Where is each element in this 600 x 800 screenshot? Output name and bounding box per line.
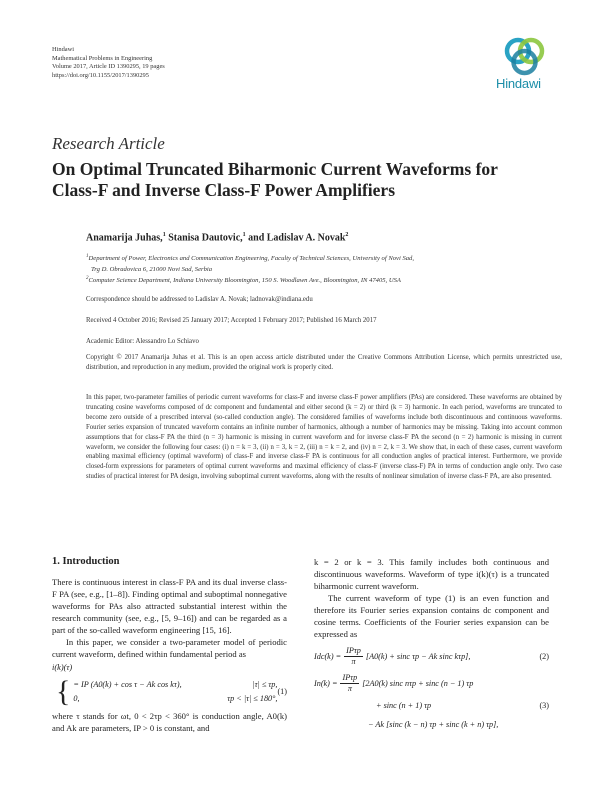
- doi-link[interactable]: https://doi.org/10.1155/2017/1390295: [52, 71, 149, 79]
- equation-3-row-3: [314, 718, 549, 732]
- publication-dates: Received 4 October 2016; Revised 25 January 2017; Accepted 1 February 2017; Published 16 March 2017: [86, 317, 377, 324]
- title-line-2: Class-F and Inverse Class-F Power Amplifiers: [52, 180, 396, 200]
- eq2-body: [A0(k) + sinc τp − Ak sinc kτp],: [365, 651, 471, 661]
- volume-info: Volume 2017, Article ID 1390295, 19 pages: [52, 63, 165, 71]
- abstract: In this paper, two-parameter families of periodic current waveforms for class-F and inverse class-F power amplifiers (PAs) are considered. These waveforms are obtained by truncating cosine waveforms composed of dc component and fundamental and either second (k = 2) or third (k = 3) harmonic. In each period, waveforms are truncated to become zero outside of a prescribed interval (so-called conduction angle). The considered families of waveforms include both discontinuous and continuous waveforms. Fourier series expansion of truncated waveform contains an infinite number of harmonics, although a number of harmonics may be missing. Taking into account common assumptions that for class-F PA the third (n = 3) harmonic is missing in current waveform and for inverse class-F PA the second (n = 2) harmonic is missing in current waveform, we consider the following four cases: (i) n = k = 3, (ii) n = 3, k = 2, (iii) n = k = 2, and (iv) n = 2, k = 3. We show that, in each of these cases, current waveform enabling maximal efficiency (optimal waveform) of class-F and inverse class-F PA is continuous for all conduction angles of practical interest. Furthermore, we provide closed-form expressions for parameters of optimal current waveforms and maximal efficiency of class-F (inverse class-F) PA in terms of conduction angle only. Two case studies of practical interest for PA design, involving suboptimal current waveforms, along with the results of nonlinear simulation of inverse class-F PA, are also presented.: [86, 394, 562, 481]
- fraction-denominator: π: [347, 684, 352, 693]
- equation-1: [56, 675, 287, 708]
- affiliations: [86, 252, 562, 286]
- affil-text: Department of Power, Electronics and Communication Engineering, Faculty of Technical Sciences, University of Novi Sad,: [88, 255, 414, 263]
- fraction-numerator: IPτp: [342, 673, 358, 682]
- author-list: [86, 231, 562, 243]
- section-heading: 1. Introduction: [52, 556, 120, 567]
- affiliation-1-cont: [86, 263, 562, 274]
- case-cond: |τ| ≤ τp,: [252, 680, 278, 689]
- fraction-denominator: π: [351, 657, 356, 666]
- eq3-body-2: + sinc (n + 1) τp: [376, 701, 432, 710]
- equation-3-row-2: [314, 699, 549, 713]
- hindawi-rings-icon: [502, 36, 548, 78]
- logo-wordmark: Hindawi: [496, 76, 541, 91]
- equation-2: [314, 646, 549, 667]
- fraction: [344, 646, 363, 667]
- affil-text: Computer Science Department, Indiana University Bloomington, 150 S. Woodlawn Ave., Bloomington, IN 47405, USA: [88, 277, 401, 285]
- eq1-lhs-text: i(k)(τ): [52, 663, 73, 672]
- academic-editor: Academic Editor: Alessandro Lo Schiavo: [86, 338, 199, 345]
- case-expr: = IP (A0(k) + cos τ − Ak cos kτ),: [73, 680, 182, 689]
- author-name: Anamarija Juhas,: [86, 232, 163, 244]
- author-affil-mark: 2: [345, 232, 349, 238]
- equation-1-lhs: [52, 662, 287, 674]
- author-name: Stanisa Dautovic,: [165, 232, 243, 244]
- equation-1-cases: [73, 678, 277, 706]
- hindawi-logo: [496, 36, 560, 91]
- right-column: [314, 556, 549, 738]
- eq3-body-3: − Ak [sinc (k − n) τp + sinc (k + n) τp],: [368, 720, 499, 729]
- right-paragraph-2: The current waveform of type (1) is an even function and therefore its Fourier series expansion contains dc component and cosine terms. Coefficients of the Fourier series expansion can be expressed as: [314, 593, 549, 639]
- equation-3: [314, 673, 549, 732]
- title-line-1: On Optimal Truncated Biharmonic Current Waveforms for: [52, 159, 498, 179]
- equation-1-case-2: [73, 692, 277, 706]
- intro-paragraph-1: There is continuous interest in class-F PA and its dual inverse class-F PA (see, e.g., [1–8]). Finding optimal and suboptimal nonnegative waveforms for PAs also attracted substantial interest within the research community (see, e.g., [5, 9–16]) and can be regarded as a part of the so-called waveform engineering [15, 16].: [52, 577, 287, 635]
- equation-3-row: [314, 673, 549, 694]
- fraction-numerator: IPτp: [346, 646, 361, 655]
- eq3-body-1: [2A0(k) sinc nτp + sinc (n − 1) τp: [362, 678, 474, 688]
- affil-text: Trg D. Obradovica 6, 21000 Novi Sad, Serbia: [91, 266, 213, 274]
- equation-number: (1): [277, 687, 287, 696]
- author-name: and Ladislav A. Novak: [245, 232, 346, 244]
- case-cond: τp < |τ| ≤ 180°,: [227, 694, 278, 703]
- author-affil-mark: 1: [162, 232, 166, 238]
- equation-1-case-1: [73, 678, 277, 692]
- affiliation-2: [86, 274, 562, 285]
- equation-2-row: [314, 646, 549, 667]
- intro-paragraph-2: In this paper, we consider a two-parameter model of periodic current waveform, defined within fundamental period as: [52, 637, 287, 659]
- publisher-name: Hindawi: [52, 46, 75, 53]
- right-paragraph-1: k = 2 or k = 3. This family includes both continuous and discontinuous waveforms. Waveform of type i(k)(τ) is a truncated biharmonic current waveform.: [314, 557, 549, 591]
- intro-paragraph-3: where τ stands for ωt, 0 < 2τp < 360° is conduction angle, A0(k) and Ak are parameters, IP > 0 is constant, and: [52, 711, 287, 733]
- equation-number: (2): [539, 651, 549, 661]
- article-title: [52, 159, 552, 201]
- eq2-lhs: Idc(k) =: [314, 651, 342, 661]
- author-affil-mark: 1: [242, 232, 246, 238]
- publication-info: [52, 46, 165, 80]
- correspondence: Correspondence should be addressed to Ladislav A. Novak; ladnovak@indiana.edu: [86, 296, 313, 303]
- left-column: [52, 556, 287, 734]
- affiliation-1: [86, 252, 562, 263]
- journal-name: Mathematical Problems in Engineering: [52, 54, 153, 62]
- fraction: [340, 673, 359, 694]
- eq3-lhs: In(k) =: [314, 678, 338, 688]
- case-expr: 0,: [73, 694, 80, 703]
- affil-mark: 2: [86, 276, 89, 282]
- affil-mark: 1: [86, 254, 89, 259]
- copyright-notice: Copyright © 2017 Anamarija Juhas et al. This is an open access article distributed under the Creative Commons Attribution License, which permits unrestricted use, distribution, and reproduction in any medium, provided the original work is properly cited.: [86, 354, 562, 371]
- equation-number: (3): [539, 701, 549, 710]
- article-type: Research Article: [52, 134, 165, 153]
- left-brace: {: [56, 675, 71, 708]
